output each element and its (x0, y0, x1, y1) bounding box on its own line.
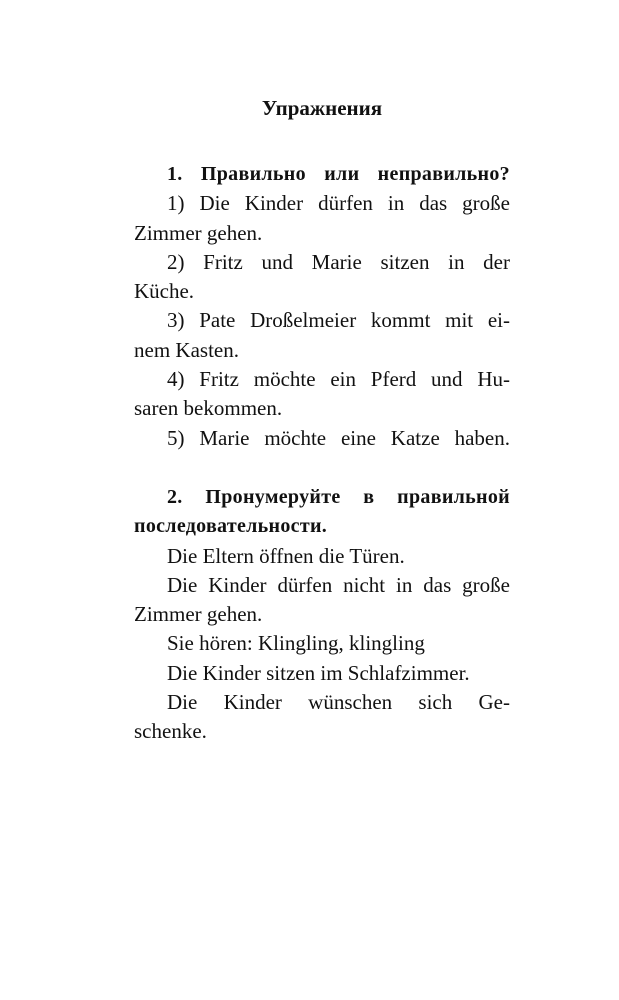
page-title: Упражнения (261, 96, 383, 120)
exercise-2-line: Sie hören: Klingling, klingling (167, 631, 425, 656)
exercise-1-line: 3) Pate Droßelmeier kommt mit ei- (167, 308, 510, 333)
exercise-1-line: 1) Die Kinder dürfen in das große (167, 191, 510, 216)
exercise-2-line: Die Kinder sitzen im Schlafzimmer. (167, 660, 470, 685)
exercise-2-heading-continued: последовательности. (134, 515, 328, 538)
exercise-1 (134, 160, 510, 453)
exercise-1-number: 1. (167, 163, 183, 185)
exercise-1-line: 2) Fritz und Marie sitzen in der (167, 249, 510, 274)
exercise-2-line: Die Eltern öffnen die Türen. (167, 543, 405, 568)
exercise-2 (134, 483, 510, 747)
exercise-1-heading (134, 160, 510, 189)
exercise-1-title: Правильно или неправильно? (200, 163, 510, 185)
exercise-2-line: Die Kinder dürfen nicht in das große (167, 572, 510, 597)
exercise-1-line: saren bekommen. (134, 396, 283, 421)
exercise-2-heading: 2. Пронумеруйте в правильной (167, 486, 510, 508)
exercise-1-line: nem Kasten. (134, 337, 239, 362)
exercise-1-line: 4) Fritz möchte ein Pferd und Hu- (167, 367, 510, 392)
exercise-1-line: Küche. (134, 279, 195, 304)
exercise-2-line: Zimmer gehen. (134, 602, 263, 627)
exercise-1-line: Zimmer gehen. (134, 220, 263, 245)
exercise-2-line: Die Kinder wünschen sich Ge- (167, 690, 510, 715)
exercise-1-line: 5) Marie möchte eine Katze haben. (167, 425, 510, 450)
exercise-2-line: schenke. (134, 719, 207, 744)
